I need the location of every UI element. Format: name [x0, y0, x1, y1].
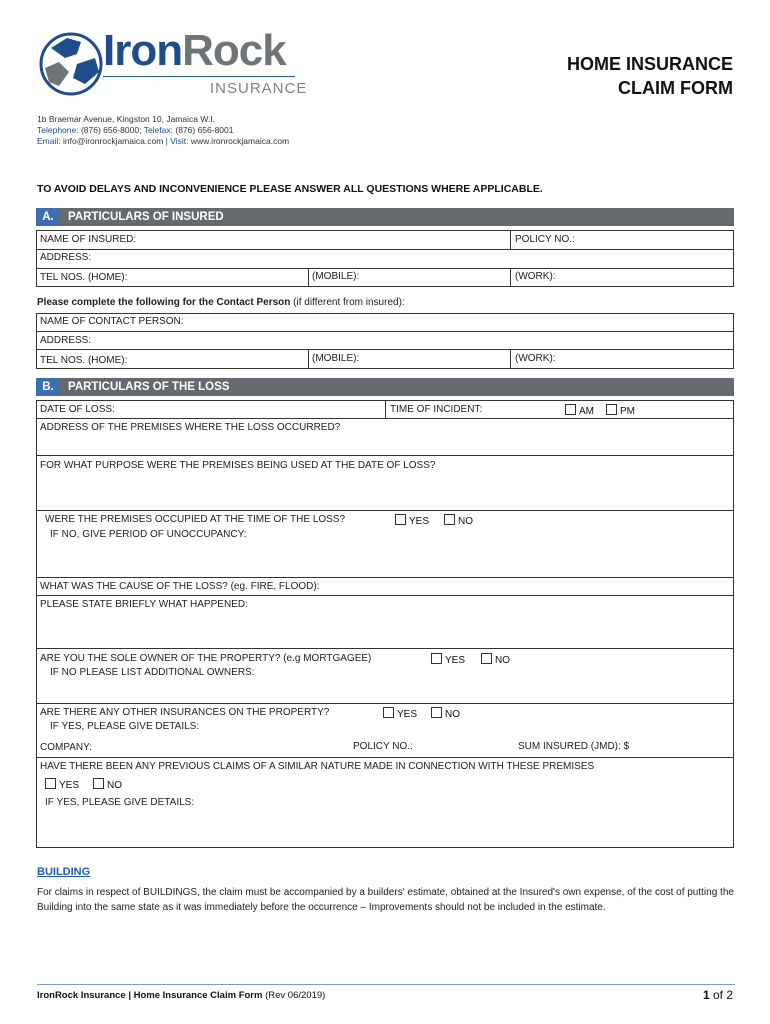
- section-a-header: A. PARTICULARS OF INSURED: [36, 208, 734, 226]
- time-of-incident-field[interactable]: TIME OF INCIDENT:: [390, 404, 483, 415]
- contact-name-field[interactable]: NAME OF CONTACT PERSON:: [40, 316, 184, 327]
- company-field[interactable]: COMPANY:: [40, 742, 93, 753]
- contact-tel-work-field[interactable]: (WORK):: [515, 353, 556, 364]
- tel-mobile-field[interactable]: (MOBILE):: [312, 271, 360, 282]
- occupied-yes-option[interactable]: YES: [395, 514, 429, 527]
- other-insurance-no-checkbox[interactable]: [431, 707, 442, 718]
- other-insurance-no-option[interactable]: NO: [431, 707, 460, 720]
- insured-details-box: [36, 230, 734, 287]
- address-field[interactable]: ADDRESS:: [40, 252, 92, 263]
- sole-owner-no-checkbox[interactable]: [481, 653, 492, 664]
- previous-claims-details-field[interactable]: IF YES, PLEASE GIVE DETAILS:: [45, 797, 195, 808]
- other-insurance-yes-checkbox[interactable]: [383, 707, 394, 718]
- sole-owner-no-option[interactable]: NO: [481, 653, 510, 666]
- name-of-insured-field[interactable]: NAME OF INSURED:: [40, 234, 137, 245]
- occupied-question: WERE THE PREMISES OCCUPIED AT THE TIME OF THE LOSS?: [45, 514, 346, 525]
- brand-name: IronRock: [103, 26, 286, 75]
- premises-address-field[interactable]: ADDRESS OF THE PREMISES WHERE THE LOSS OCCURRED?: [40, 422, 341, 433]
- previous-claims-question: HAVE THERE BEEN ANY PREVIOUS CLAIMS OF A SIMILAR NATURE MADE IN CONNECTION WITH THESE PREMISES: [40, 761, 595, 772]
- form-title: HOME INSURANCE CLAIM FORM: [566, 54, 733, 98]
- globe-icon: [37, 28, 107, 100]
- policy-no-field[interactable]: POLICY NO.:: [515, 234, 575, 245]
- company-address: 1b Braemar Avenue, Kingston 10, Jamaica W.I.: [37, 114, 215, 124]
- contact-tel-home-field[interactable]: TEL NOS. (HOME):: [40, 355, 128, 366]
- pm-checkbox[interactable]: [606, 404, 617, 415]
- tel-work-field[interactable]: (WORK):: [515, 271, 556, 282]
- other-insurance-details-label: IF YES, PLEASE GIVE DETAILS:: [50, 721, 200, 732]
- what-happened-field[interactable]: PLEASE STATE BRIEFLY WHAT HAPPENED:: [40, 599, 248, 610]
- previous-claims-yes-checkbox[interactable]: [45, 778, 56, 789]
- building-heading: BUILDING: [37, 866, 91, 878]
- pm-option[interactable]: PM: [606, 404, 635, 417]
- brand-subtitle: INSURANCE: [210, 80, 308, 97]
- contact-address-field[interactable]: ADDRESS:: [40, 335, 92, 346]
- notice: TO AVOID DELAYS AND INCONVENIENCE PLEASE ANSWER ALL QUESTIONS WHERE APPLICABLE.: [37, 183, 543, 195]
- other-insurance-question: ARE THERE ANY OTHER INSURANCES ON THE PROPERTY?: [40, 707, 330, 718]
- am-option[interactable]: AM: [565, 404, 594, 417]
- section-b-header: B. PARTICULARS OF THE LOSS: [36, 378, 734, 396]
- footer-text: IronRock Insurance | Home Insurance Claim Form (Rev 06/2019): [37, 990, 326, 1001]
- contact-person-note: Please complete the following for the Contact Person (if different from insured):: [37, 297, 405, 308]
- brand-divider: [103, 76, 295, 77]
- building-paragraph: For claims in respect of BUILDINGS, the claim must be accompanied by a builders' estimate, obtained at the Insured's own expense, of the cost of putting the Building into the same state as it was immediately before the occurrence – Improvements should not be included in the estimate.: [37, 887, 734, 913]
- previous-claims-yes-option[interactable]: YES: [45, 778, 79, 791]
- am-checkbox[interactable]: [565, 404, 576, 415]
- contact-tel-mobile-field[interactable]: (MOBILE):: [312, 353, 360, 364]
- premises-purpose-field[interactable]: FOR WHAT PURPOSE WERE THE PREMISES BEING USED AT THE DATE OF LOSS?: [40, 460, 436, 471]
- sum-insured-field[interactable]: SUM INSURED (JMD): $: [518, 741, 630, 752]
- occupied-no-option[interactable]: NO: [444, 514, 473, 527]
- previous-claims-no-checkbox[interactable]: [93, 778, 104, 789]
- additional-owners-field[interactable]: IF NO PLEASE LIST ADDITIONAL OWNERS:: [50, 667, 255, 678]
- page-number: 1 of 2: [702, 988, 733, 1002]
- sole-owner-yes-option[interactable]: YES: [431, 653, 465, 666]
- footer-divider: [37, 984, 735, 985]
- other-insurance-yes-option[interactable]: YES: [383, 707, 417, 720]
- tel-home-field[interactable]: TEL NOS. (HOME):: [40, 272, 128, 283]
- occupied-no-checkbox[interactable]: [444, 514, 455, 525]
- other-policy-no-field[interactable]: POLICY NO.:: [353, 741, 413, 752]
- previous-claims-no-option[interactable]: NO: [93, 778, 122, 791]
- sole-owner-yes-checkbox[interactable]: [431, 653, 442, 664]
- company-email: Email: info@ironrockjamaica.com | Visit: www.ironrockjamaica.com: [37, 136, 290, 146]
- occupied-yes-checkbox[interactable]: [395, 514, 406, 525]
- company-phone: Telephone: (876) 656-8000; Telefax: (876) 656-8001: [37, 125, 234, 135]
- unoccupancy-field[interactable]: IF NO, GIVE PERIOD OF UNOCCUPANCY:: [50, 529, 247, 540]
- sole-owner-question: ARE YOU THE SOLE OWNER OF THE PROPERTY? (e.g MORTGAGEE): [40, 653, 372, 664]
- date-of-loss-field[interactable]: DATE OF LOSS:: [40, 404, 115, 415]
- cause-field[interactable]: WHAT WAS THE CAUSE OF THE LOSS? (eg. FIRE, FLOOD):: [40, 581, 320, 592]
